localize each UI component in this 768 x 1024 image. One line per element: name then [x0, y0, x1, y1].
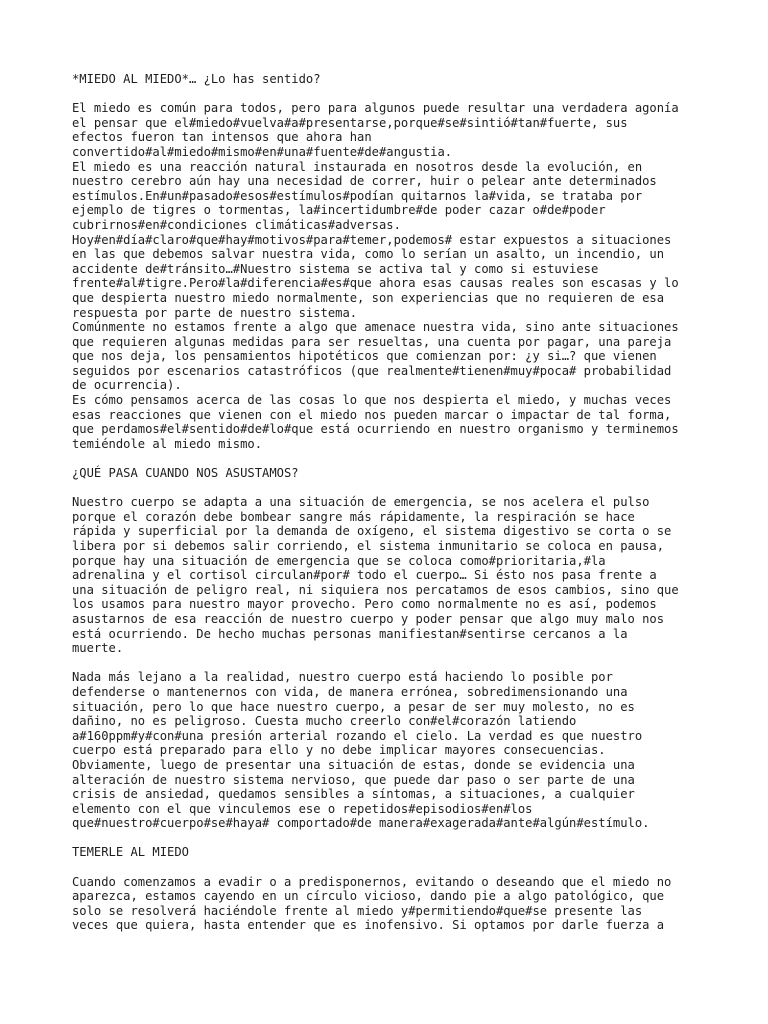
text-line: rápida y superficial por la demanda de oxígeno, el sistema digestivo se corta o se [72, 524, 672, 539]
text-line: efectos fueron tan intensos que ahora han [72, 130, 372, 145]
text-line: en las que debemos salvar nuestra vida, como lo serían un asalto, un incendio, un [72, 247, 665, 262]
text-line: situación, pero lo que hace nuestro cuerpo, a pesar de ser muy molesto, no es [72, 699, 635, 714]
text-line: veces que quiera, hasta entender que es inofensivo. Si optamos por darle fuerza a [72, 918, 665, 933]
text-line: a#160ppm#y#con#una presión arterial rozando el cielo. La verdad es que nuestro [72, 728, 643, 743]
document-text [72, 72, 712, 933]
text-line: ¿QUÉ PASA CUANDO NOS ASUSTAMOS? [72, 466, 299, 481]
text-line: Comúnmente no estamos frente a algo que amenace nuestra vida, sino ante situaciones [72, 320, 679, 335]
text-line: esas reacciones que vienen con el miedo nos pueden marcar o impactar de tal forma, [72, 407, 672, 422]
text-line: aparezca, estamos cayendo en un círculo vicioso, dando pie a algo patológico, que [72, 889, 665, 904]
text-line: Cuando comenzamos a evadir o a predisponernos, evitando o deseando que el miedo no [72, 874, 672, 889]
text-line: frente#al#tigre.Pero#la#diferencia#es#que ahora esas causas reales son escasas y lo [72, 276, 679, 291]
text-line: TEMERLE AL MIEDO [72, 845, 189, 860]
text-line: Nada más lejano a la realidad, nuestro cuerpo está haciendo lo posible por [72, 670, 613, 685]
text-line: estímulos.En#un#pasado#esos#estímulos#podían quitarnos la#vida, se trataba por [72, 188, 643, 203]
text-line: una situación de peligro real, ni siquiera nos percatamos de esos cambios, sino que [72, 582, 679, 597]
text-line: El miedo es una reacción natural instaurada en nosotros desde la evolución, en [72, 159, 643, 174]
text-line: crisis de ansiedad, quedamos sensibles a síntomas, a situaciones, a cualquier [72, 787, 635, 802]
text-line: que#nuestro#cuerpo#se#haya# comportado#de manera#exagerada#ante#algún#estímulo. [72, 816, 650, 831]
text-line: respuesta por parte de nuestro sistema. [72, 305, 358, 320]
text-line: que nos deja, los pensamientos hipotéticos que comienzan por: ¿y si…? que vienen [72, 349, 657, 364]
text-line: de ocurrencia). [72, 378, 182, 393]
text-line: El miedo es común para todos, pero para algunos puede resultar una verdadera agonía [72, 101, 679, 116]
text-line: está ocurriendo. De hecho muchas personas manifiestan#sentirse cercanos a la [72, 626, 628, 641]
text-line: Nuestro cuerpo se adapta a una situación de emergencia, se nos acelera el pulso [72, 495, 650, 510]
text-line: temiéndole al miedo mismo. [72, 436, 263, 451]
text-line: porque el corazón debe bombear sangre más rápidamente, la respiración se hace [72, 509, 635, 524]
text-line: defenderse o mantenernos con vida, de manera errónea, sobredimensionando una [72, 684, 628, 699]
text-line: convertido#al#miedo#mismo#en#una#fuente#de#angustia. [72, 144, 453, 159]
text-line: seguidos por escenarios catastróficos (que realmente#tienen#muy#poca# probabilidad [72, 363, 672, 378]
text-line: los usamos para nuestro mayor provecho. Pero como normalmente no es así, podemos [72, 597, 657, 612]
text-line: el pensar que el#miedo#vuelva#a#presentarse,porque#se#sintió#tan#fuerte, sus [72, 115, 628, 130]
text-line: que perdamos#el#sentido#de#lo#que está ocurriendo en nuestro organismo y terminemos [72, 422, 679, 437]
text-line: que requieren algunas medidas para ser resueltas, una cuenta por pagar, una pareja [72, 334, 672, 349]
text-line: *MIEDO AL MIEDO*… ¿Lo has sentido? [72, 72, 321, 86]
text-line: libera por si debemos salir corriendo, el sistema inmunitario se coloca en pausa, [72, 539, 665, 553]
text-line: adrenalina y el cortisol circulan#por# todo el cuerpo… Si ésto nos pasa frente a [72, 568, 657, 583]
text-line: nuestro cerebro aún hay una necesidad de correr, huir o pelear ante determinados [72, 174, 657, 189]
text-line: cubrirnos#en#condiciones climáticas#adversas. [72, 217, 401, 232]
text-line: que despierta nuestro miedo normalmente, son experiencias que no requieren de esa [72, 290, 665, 305]
text-line: cuerpo está preparado para ello y no debe implicar mayores consecuencias. [72, 743, 606, 758]
text-line: accidente de#tránsito…#Nuestro sistema se activa tal y como si estuviese [72, 261, 599, 276]
text-line: asustarnos de esa reacción de nuestro cuerpo y poder pensar que algo muy malo nos [72, 611, 665, 626]
text-line: Hoy#en#día#claro#que#hay#motivos#para#temer,podemos# estar expuestos a situaciones [72, 232, 672, 247]
text-line: dañino, no es peligroso. Cuesta mucho creerlo con#el#corazón latiendo [72, 714, 577, 729]
text-line: muerte. [72, 641, 124, 656]
text-line: porque hay una situación de emergencia que se coloca como#prioritaria,#la [72, 553, 606, 568]
text-line: ejemplo de tigres o tormentas, la#incertidumbre#de poder cazar o#de#poder [72, 203, 606, 218]
text-line: solo se resolverá haciéndole frente al miedo y#permitiendo#que#se presente las [72, 903, 643, 918]
text-line: Obviamente, luego de presentar una situación de estas, donde se evidencia una [72, 757, 635, 772]
text-line: Es cómo pensamos acerca de las cosas lo que nos despierta el miedo, y muchas veces [72, 393, 672, 408]
text-line: alteración de nuestro sistema nervioso, que puede dar paso o ser parte de una [72, 772, 635, 787]
text-line: elemento con el que vinculemos ese o repetidos#episodios#en#los [72, 801, 533, 816]
